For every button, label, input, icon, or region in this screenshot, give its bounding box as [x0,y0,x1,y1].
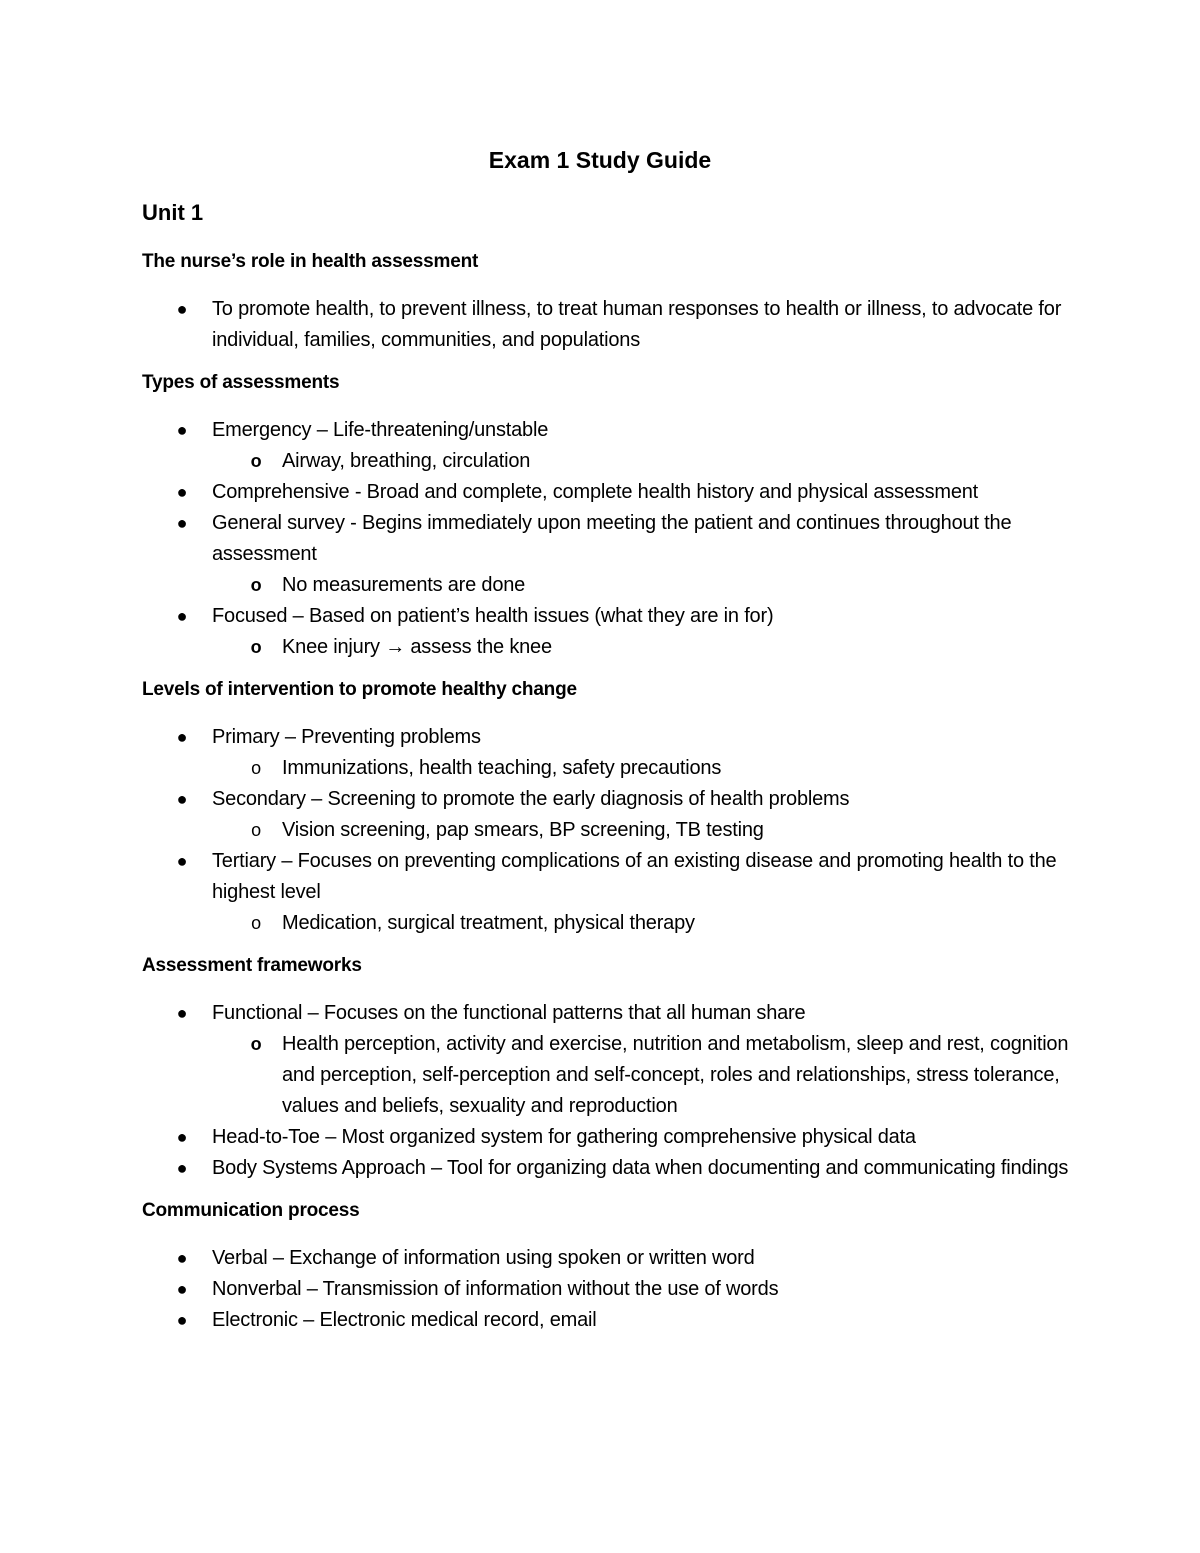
section-heading: Levels of intervention to promote healthy change [142,679,577,700]
sub-list-item [142,815,1102,846]
sub-list-item [142,570,1102,601]
bullet-icon: ● [176,1279,188,1299]
document-body [142,248,1102,1349]
sub-list-item [142,753,1102,784]
list-item [142,508,1102,601]
unit-heading: Unit 1 [142,200,204,225]
list-item [142,846,1102,939]
list-item-text: Focused – Based on patient’s health issues (what they are in for) [212,605,774,627]
sub-list-item-text: Immunizations, health teaching, safety precautions [282,757,722,779]
sub-bullet-list [212,753,1102,784]
bullet-icon: ● [176,851,188,871]
list-item-text: Verbal – Exchange of information using spoken or written word [212,1247,755,1269]
bullet-icon: ● [176,420,188,440]
list-item-text: General survey - Begins immediately upon meeting the patient and continues throughout the assessment [212,512,1012,565]
list-item-text: Tertiary – Focuses on preventing complications of an existing disease and promoting health to the highest level [212,850,1057,903]
section-heading: Assessment frameworks [142,955,362,976]
sub-list-item-text: No measurements are done [282,574,526,596]
bullet-icon: ● [176,606,188,626]
list-item [142,477,1102,508]
list-item [142,1274,1102,1305]
list-item-text: Emergency – Life-threatening/unstable [212,419,549,441]
sub-list-item-text: Medication, surgical treatment, physical therapy [282,912,695,934]
list-item-text: Comprehensive - Broad and complete, complete health history and physical assessment [212,481,979,503]
list-item-text: Primary – Preventing problems [212,726,481,748]
sub-list-item [142,632,1102,663]
circle-bullet-icon: o [251,913,261,933]
sub-list-item-text: Knee injury → assess the knee [282,636,552,658]
bullet-icon: ● [176,789,188,809]
list-item [142,1153,1102,1184]
sub-list-item-text: Vision screening, pap smears, BP screening, TB testing [282,819,764,841]
list-item-text: Head-to-Toe – Most organized system for gathering comprehensive physical data [212,1126,916,1148]
bullet-list [142,998,1102,1184]
section-heading: The nurse’s role in health assessment [142,251,479,272]
list-item [142,722,1102,784]
list-item [142,601,1102,663]
sub-bullet-list [212,815,1102,846]
bullet-list [142,294,1102,356]
sub-list-item-text: Health perception, activity and exercise, nutrition and metabolism, sleep and rest, cognition and perception, self-perception and self-concept, roles and relationships, stress tolerance, values and beliefs, sexuality and reproduction [282,1033,1069,1117]
list-item [142,1305,1102,1336]
sub-bullet-list [212,1029,1102,1122]
bullet-icon: ● [176,482,188,502]
sub-bullet-list [212,632,1102,663]
sub-list-item [142,446,1102,477]
section [142,248,1102,356]
circle-bullet-icon: o [250,451,262,471]
bullet-icon: ● [176,1248,188,1268]
section-heading: Communication process [142,1200,360,1221]
list-item-text: Electronic – Electronic medical record, email [212,1309,597,1331]
list-item [142,294,1102,356]
sub-bullet-list [212,446,1102,477]
list-item-text: Body Systems Approach – Tool for organizing data when documenting and communicating findings [212,1157,1069,1179]
list-item-text: To promote health, to prevent illness, to treat human responses to health or illness, to advocate for individual, families, communities, and populations [212,298,1062,351]
bullet-list [142,415,1102,663]
bullet-icon: ● [176,299,188,319]
sub-list-item-text: Airway, breathing, circulation [282,450,531,472]
list-item [142,1243,1102,1274]
section-heading: Types of assessments [142,372,340,393]
section [142,1197,1102,1336]
section [142,369,1102,663]
list-item-text: Functional – Focuses on the functional patterns that all human share [212,1002,806,1024]
circle-bullet-icon: o [251,820,261,840]
sub-bullet-list [212,570,1102,601]
circle-bullet-icon: o [250,637,262,657]
list-item [142,998,1102,1122]
sub-list-item [142,1029,1102,1122]
sub-list-item [142,908,1102,939]
circle-bullet-icon: o [250,575,262,595]
circle-bullet-icon: o [250,1034,262,1054]
bullet-icon: ● [176,1158,188,1178]
bullet-list [142,1243,1102,1336]
sub-bullet-list [212,908,1102,939]
list-item-text: Nonverbal – Transmission of information without the use of words [212,1278,779,1300]
bullet-icon: ● [176,513,188,533]
list-item [142,784,1102,846]
bullet-icon: ● [176,1003,188,1023]
section [142,952,1102,1184]
bullet-icon: ● [176,1310,188,1330]
page-title: Exam 1 Study Guide [488,147,712,173]
list-item [142,1122,1102,1153]
bullet-icon: ● [176,727,188,747]
bullet-icon: ● [176,1127,188,1147]
section [142,676,1102,939]
list-item-text: Secondary – Screening to promote the early diagnosis of health problems [212,788,850,810]
circle-bullet-icon: o [251,758,261,778]
list-item [142,415,1102,477]
bullet-list [142,722,1102,939]
